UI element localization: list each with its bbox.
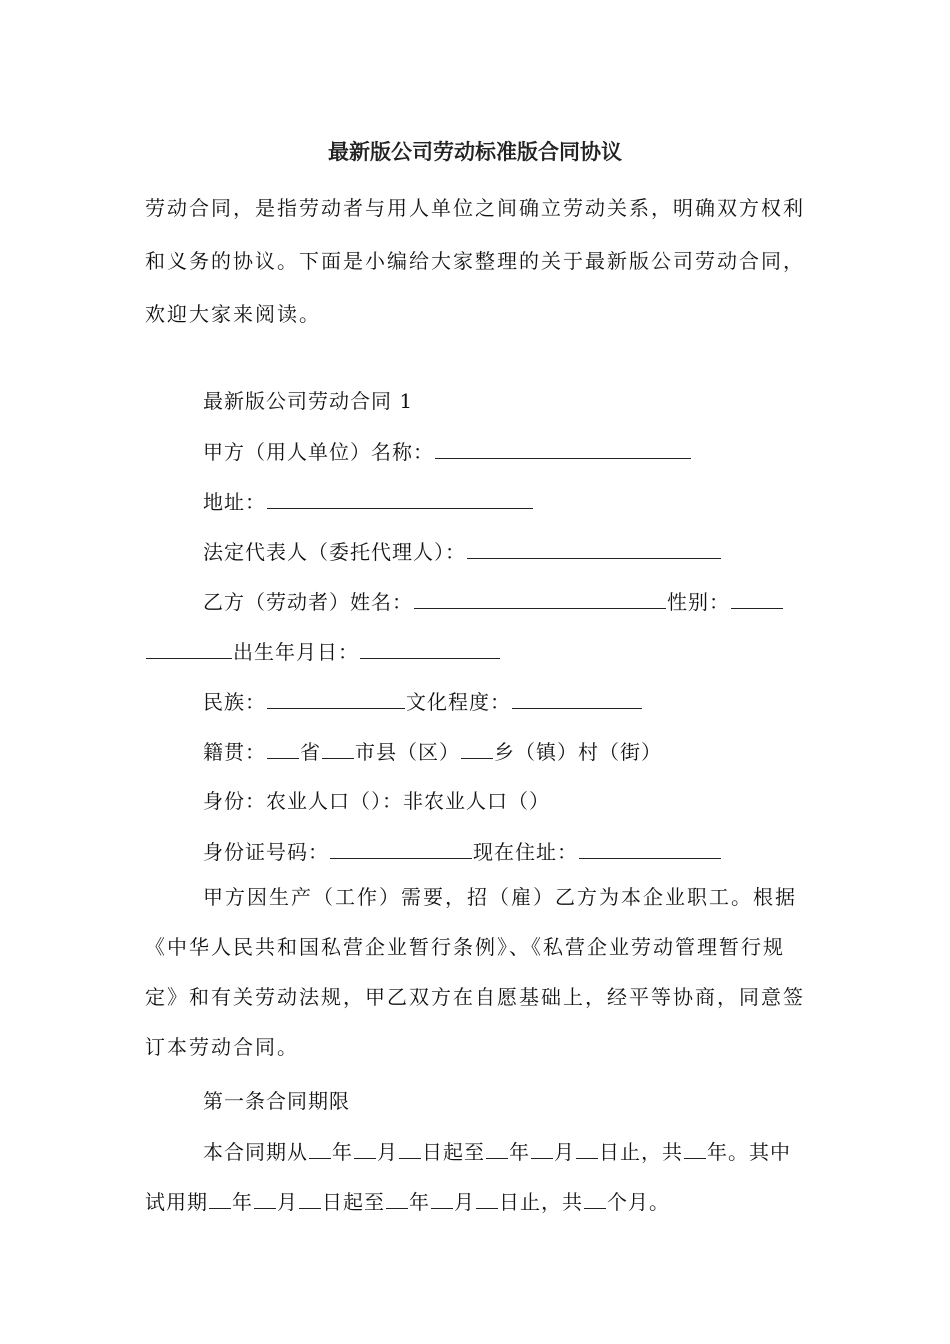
origin-city-label: 市县（区） [355, 740, 460, 764]
birth-label: 出生年月日： [233, 640, 359, 664]
term-blank [584, 1188, 606, 1209]
party-b-name-blank [414, 588, 666, 609]
term-blank [576, 1138, 598, 1159]
origin-line [145, 738, 868, 765]
id-number-blank [330, 838, 472, 859]
term-text: 日起至 [322, 1190, 385, 1214]
term-blank [431, 1188, 453, 1209]
legal-rep-blank [467, 538, 721, 559]
term-text: 月 [277, 1190, 298, 1214]
ethnicity-blank [267, 688, 405, 709]
party-a-name-blank [435, 438, 691, 459]
contract-heading: 最新版公司劳动合同 1 [203, 389, 414, 413]
ethnicity-line [145, 688, 868, 715]
term-text: 日止，共 [599, 1140, 683, 1164]
party-b-line [145, 588, 868, 615]
party-a-name-label: 甲方（用人单位）名称： [203, 440, 434, 464]
term-blank [299, 1188, 321, 1209]
gender-label: 性别： [667, 590, 730, 614]
current-address-label: 现在住址： [473, 840, 578, 864]
address-line [145, 488, 868, 515]
origin-label: 籍贯： [203, 740, 266, 764]
birth-blank [360, 638, 500, 659]
party-a-name-line [145, 438, 868, 465]
term-blank [209, 1188, 231, 1209]
term-text: 个月。 [607, 1190, 670, 1214]
article1-heading: 第一条合同期限 [203, 1089, 350, 1113]
recruitment-paragraph: 甲方因生产（工作）需要，招（雇）乙方为本企业职工。根据《中华人民共和国私营企业暂行条例》、《私营企业劳动管理暂行规定》和有关劳动法规，甲乙双方在自愿基础上，经平等协商，同意签订本劳动合同。 [145, 885, 805, 1059]
term-text: 本合同期从 [203, 1140, 308, 1164]
term-blank [531, 1138, 553, 1159]
intro-paragraph: 劳动合同，是指劳动者与用人单位之间确立劳动关系，明确双方权利和义务的协议。下面是小编给大家整理的关于最新版公司劳动合同，欢迎大家来阅读。 [145, 196, 805, 326]
birth-line [145, 638, 810, 665]
term-text: 日止，共 [499, 1190, 583, 1214]
term-blank [386, 1188, 408, 1209]
current-address-blank [579, 838, 721, 859]
term-blank [254, 1188, 276, 1209]
origin-city-blank [322, 738, 354, 759]
origin-province-blank [267, 738, 299, 759]
id-number-label: 身份证号码： [203, 840, 329, 864]
term-text: 年 [232, 1190, 253, 1214]
term-blank [684, 1138, 706, 1159]
term-text: 年 [332, 1140, 353, 1164]
term-text: 日起至 [422, 1140, 485, 1164]
legal-rep-line [145, 538, 868, 565]
term-text: 月 [554, 1140, 575, 1164]
ethnicity-label: 民族： [203, 690, 266, 714]
id-address-line [145, 838, 868, 865]
gender-blank [731, 588, 783, 609]
term-blank [309, 1138, 331, 1159]
document-title: 最新版公司劳动标准版合同协议 [328, 140, 622, 164]
party-b-name-label: 乙方（劳动者）姓名： [203, 590, 413, 614]
origin-town-blank [461, 738, 493, 759]
term-text: 年。其中 [707, 1140, 791, 1164]
term-line-2 [145, 1188, 810, 1215]
term-blank [486, 1138, 508, 1159]
term-text: 试用期 [145, 1190, 208, 1214]
education-label: 文化程度： [406, 690, 511, 714]
term-text: 月 [377, 1140, 398, 1164]
status-line: 身份：农业人口（）：非农业人口（） [203, 789, 550, 813]
address-blank [267, 488, 533, 509]
gender-blank-continued [146, 638, 232, 659]
term-line-1 [145, 1138, 868, 1165]
term-blank [399, 1138, 421, 1159]
term-blank [476, 1188, 498, 1209]
legal-rep-label: 法定代表人（委托代理人）： [203, 540, 466, 564]
education-blank [512, 688, 642, 709]
term-text: 年 [509, 1140, 530, 1164]
address-label: 地址： [203, 490, 266, 514]
origin-town-label: 乡（镇）村（街） [494, 740, 662, 764]
term-text: 年 [409, 1190, 430, 1214]
term-text: 月 [454, 1190, 475, 1214]
origin-province-label: 省 [300, 740, 321, 764]
term-blank [354, 1138, 376, 1159]
